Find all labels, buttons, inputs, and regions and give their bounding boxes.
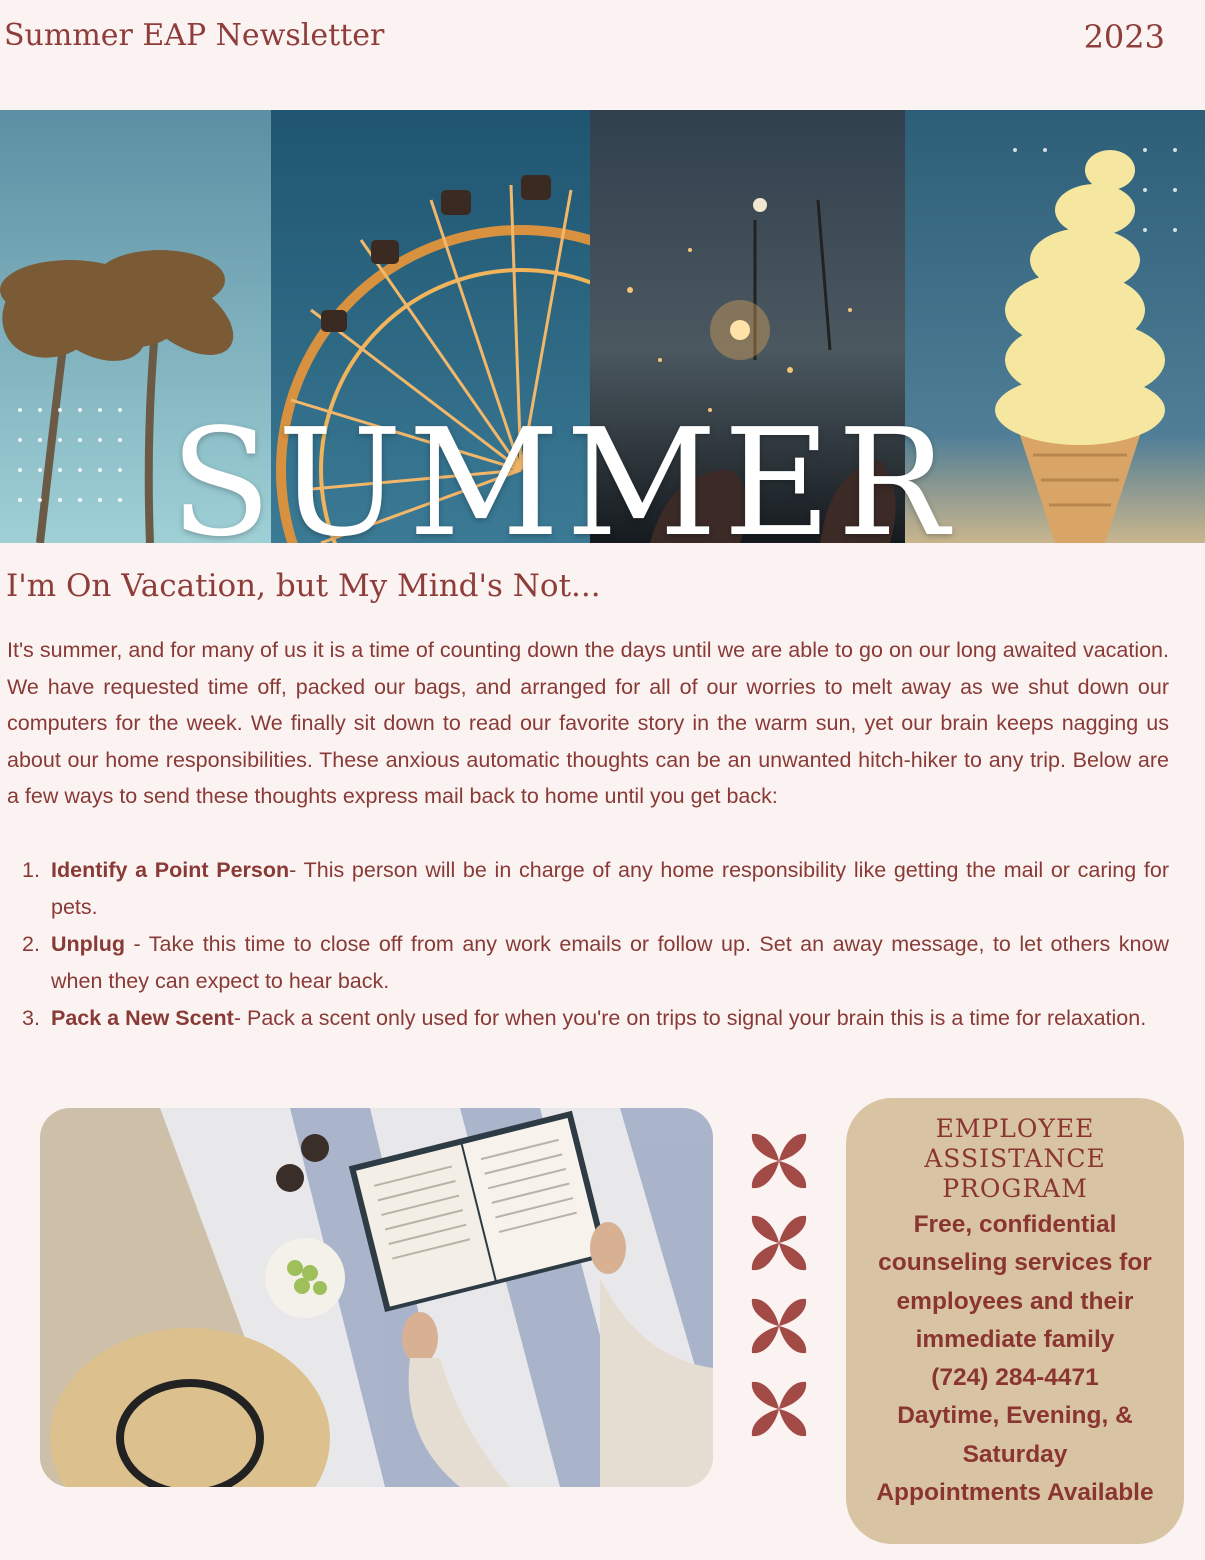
beach-reading-photo xyxy=(40,1108,713,1487)
eap-phone[interactable]: (724) 284-4471 xyxy=(931,1364,1099,1392)
tips-list xyxy=(22,852,1169,1038)
list-number: 1. xyxy=(22,858,40,882)
eap-line: immediate family xyxy=(915,1325,1115,1353)
summer-banner-title: SUMMER xyxy=(170,397,955,543)
tip-title: Pack a New Scent xyxy=(51,1006,234,1030)
tip-text: - Pack a scent only used for when you're on trips to signal your brain this is a time for relaxation. xyxy=(233,1006,1147,1030)
newsletter-title: Summer EAP Newsletter xyxy=(4,18,385,53)
list-item xyxy=(22,1000,1169,1037)
eap-description xyxy=(846,1206,1184,1512)
list-number: 2. xyxy=(22,932,40,956)
eap-line: Appointments Available xyxy=(876,1479,1154,1507)
eap-title xyxy=(846,1114,1184,1204)
eap-line: counseling services for xyxy=(878,1249,1152,1277)
list-number: 3. xyxy=(22,1006,40,1030)
flower-ornament-icon xyxy=(748,1378,810,1440)
article-body: It's summer, and for many of us it is a time of counting down the days until we are able to go on our long awaited vacation. We have requested time off, packed our bags, and arranged for all of our worries to melt away as we shut down our computers for the week. We finally sit down to read our favorite story in the warm sun, yet our brain keeps nagging us about our home responsibilities. These anxious automatic thoughts can be an unwanted hitch-hiker to any trip. Below are a few ways to send these thoughts express mail back to home until you get back: xyxy=(7,638,1169,808)
tip-text: - Take this time to close off from any work emails or follow up. Set an away message, to let others know when they can expect to hear back. xyxy=(51,932,1169,993)
tip-text: - This person will be in charge of any home responsibility like getting the mail or caring for pets. xyxy=(51,858,1169,919)
newsletter-year: 2023 xyxy=(1083,18,1165,56)
flower-ornament-icon xyxy=(748,1130,810,1192)
eap-title-line: EMPLOYEE xyxy=(935,1114,1095,1143)
eap-line: employees and their xyxy=(896,1287,1134,1315)
eap-line: Daytime, Evening, & xyxy=(897,1402,1133,1430)
tip-title: Unplug xyxy=(51,932,126,956)
list-item xyxy=(22,852,1169,925)
eap-title-line: ASSISTANCE xyxy=(924,1144,1106,1173)
tip-title: Identify a Point Person xyxy=(51,858,290,882)
eap-line: Free, confidential xyxy=(913,1211,1117,1238)
eap-title-line: PROGRAM xyxy=(942,1174,1088,1203)
flower-ornament-icon xyxy=(748,1212,810,1274)
list-item xyxy=(22,926,1169,999)
summer-banner xyxy=(0,110,1205,543)
flower-ornament-icon xyxy=(748,1295,810,1357)
eap-info-card xyxy=(846,1098,1184,1544)
eap-line: Saturday xyxy=(962,1440,1068,1468)
article-heading: I'm On Vacation, but My Mind's Not... xyxy=(6,568,601,604)
